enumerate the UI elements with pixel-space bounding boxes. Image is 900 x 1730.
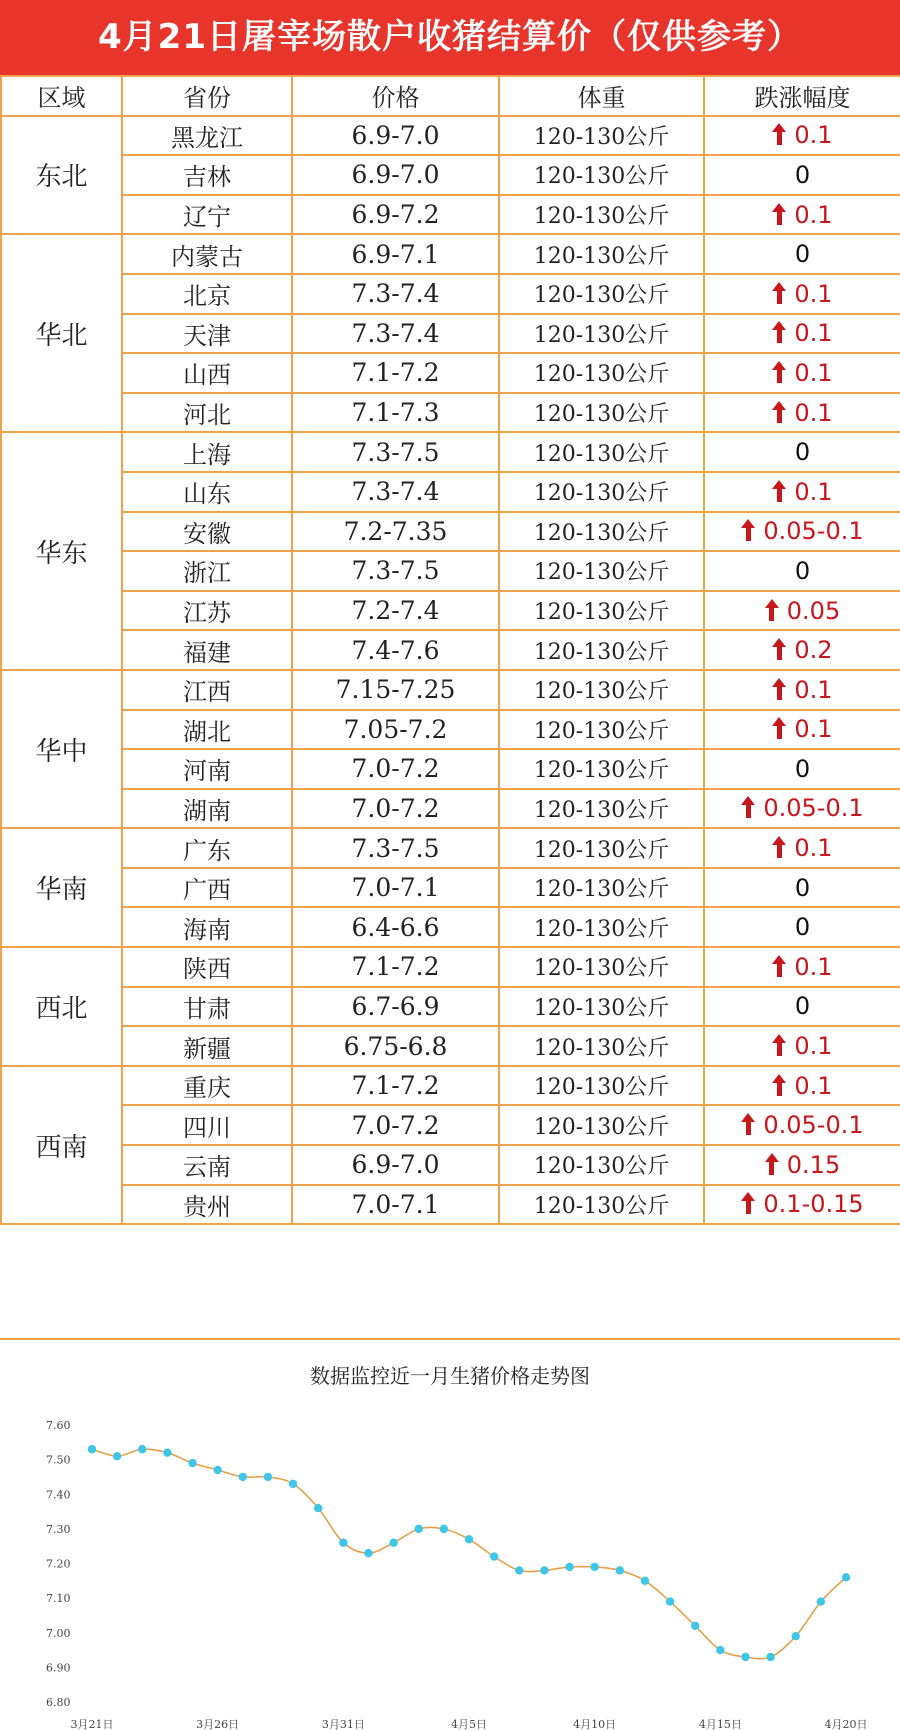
table-row <box>1 1066 900 1106</box>
province-cell: 贵州 <box>122 1185 292 1225</box>
change-value: 0 <box>794 992 811 1021</box>
table-row <box>1 234 900 274</box>
y-tick-label: 6.80 <box>46 1696 71 1709</box>
x-tick-label: 4月5日 <box>451 1718 487 1730</box>
table-row <box>1 432 900 472</box>
price-cell: 7.15-7.25 <box>292 670 499 710</box>
price-cell: 7.2-7.4 <box>292 591 499 631</box>
table-row <box>1 274 900 314</box>
change-cell <box>704 1105 900 1145</box>
price-cell: 6.4-6.6 <box>292 907 499 947</box>
data-point <box>515 1566 523 1574</box>
region-cell: 西北 <box>1 947 122 1066</box>
x-tick-label: 4月15日 <box>698 1718 742 1730</box>
province-cell: 河北 <box>122 393 292 433</box>
table-row <box>1 1145 900 1185</box>
data-point <box>540 1566 548 1574</box>
up-arrow-icon <box>772 1074 786 1096</box>
change-cell <box>704 274 900 314</box>
weight-cell: 120-130公斤 <box>499 828 704 868</box>
weight-cell: 120-130公斤 <box>499 710 704 750</box>
change-cell <box>704 1185 900 1225</box>
up-arrow-icon <box>741 1192 755 1214</box>
weight-cell: 120-130公斤 <box>499 393 704 433</box>
table-row <box>1 195 900 235</box>
region-cell: 华中 <box>1 670 122 828</box>
price-cell: 6.9-7.1 <box>292 234 499 274</box>
change-value: 0.1 <box>794 834 833 863</box>
data-point <box>138 1445 146 1453</box>
data-point <box>842 1573 850 1581</box>
table-row <box>1 947 900 987</box>
price-table <box>0 75 900 1225</box>
weight-cell: 120-130公斤 <box>499 551 704 591</box>
y-tick-label: 7.20 <box>46 1557 71 1571</box>
y-tick-label: 7.30 <box>46 1522 71 1536</box>
change-value: 0.1 <box>794 477 833 506</box>
up-arrow-icon <box>772 401 786 423</box>
province-cell: 江西 <box>122 670 292 710</box>
change-cell <box>704 551 900 591</box>
change-cell <box>704 116 900 156</box>
up-arrow-icon <box>772 480 786 502</box>
change-cell <box>704 432 900 472</box>
chart-title: 数据监控近一月生猪价格走势图 <box>310 1364 590 1388</box>
header-region: 区域 <box>1 76 122 116</box>
data-point <box>314 1504 322 1512</box>
weight-cell: 120-130公斤 <box>499 868 704 908</box>
price-cell: 7.3-7.4 <box>292 472 499 512</box>
table-row <box>1 314 900 354</box>
change-cell <box>704 234 900 274</box>
chart-panel <box>0 1338 900 1728</box>
province-cell: 北京 <box>122 274 292 314</box>
price-cell: 6.75-6.8 <box>292 1026 499 1066</box>
weight-cell: 120-130公斤 <box>499 1185 704 1225</box>
price-cell: 7.3-7.4 <box>292 314 499 354</box>
change-cell <box>704 670 900 710</box>
province-cell: 山西 <box>122 353 292 393</box>
data-point <box>817 1597 825 1605</box>
data-point <box>565 1563 573 1571</box>
header-weight: 体重 <box>499 76 704 116</box>
change-value: 0.05 <box>786 596 841 625</box>
data-point <box>590 1563 598 1571</box>
province-cell: 内蒙古 <box>122 234 292 274</box>
x-tick-label: 4月20日 <box>824 1718 868 1730</box>
data-point <box>289 1480 297 1488</box>
price-cell: 7.3-7.5 <box>292 551 499 591</box>
table-row <box>1 907 900 947</box>
weight-cell: 120-130公斤 <box>499 432 704 472</box>
price-cell: 7.1-7.3 <box>292 393 499 433</box>
up-arrow-icon <box>772 282 786 304</box>
price-cell: 6.9-7.0 <box>292 116 499 156</box>
weight-cell: 120-130公斤 <box>499 1105 704 1145</box>
data-point <box>163 1449 171 1457</box>
province-cell: 辽宁 <box>122 195 292 235</box>
change-value: 0 <box>794 873 811 902</box>
change-cell <box>704 789 900 829</box>
up-arrow-icon <box>741 519 755 541</box>
change-value: 0.1 <box>794 358 833 387</box>
data-point <box>213 1466 221 1474</box>
change-cell <box>704 155 900 195</box>
change-cell <box>704 1145 900 1185</box>
province-cell: 陕西 <box>122 947 292 987</box>
data-point <box>691 1622 699 1630</box>
region-cell: 华北 <box>1 234 122 432</box>
weight-cell: 120-130公斤 <box>499 630 704 670</box>
weight-cell: 120-130公斤 <box>499 907 704 947</box>
change-cell <box>704 749 900 789</box>
price-cell: 7.3-7.5 <box>292 828 499 868</box>
change-value: 0.1 <box>794 279 833 308</box>
data-point <box>641 1577 649 1585</box>
weight-cell: 120-130公斤 <box>499 274 704 314</box>
price-cell: 6.9-7.0 <box>292 155 499 195</box>
province-cell: 天津 <box>122 314 292 354</box>
price-cell: 6.9-7.0 <box>292 1145 499 1185</box>
price-cell: 6.9-7.2 <box>292 195 499 235</box>
table-row <box>1 591 900 631</box>
price-cell: 7.1-7.2 <box>292 947 499 987</box>
province-cell: 湖北 <box>122 710 292 750</box>
data-point <box>616 1566 624 1574</box>
up-arrow-icon <box>772 203 786 225</box>
up-arrow-icon <box>772 955 786 977</box>
weight-cell: 120-130公斤 <box>499 512 704 552</box>
province-cell: 四川 <box>122 1105 292 1145</box>
province-cell: 广东 <box>122 828 292 868</box>
change-cell <box>704 947 900 987</box>
change-cell <box>704 907 900 947</box>
change-cell <box>704 314 900 354</box>
province-cell: 河南 <box>122 749 292 789</box>
price-cell: 7.1-7.2 <box>292 1066 499 1106</box>
province-cell: 海南 <box>122 907 292 947</box>
change-cell <box>704 710 900 750</box>
table-row <box>1 789 900 829</box>
weight-cell: 120-130公斤 <box>499 987 704 1027</box>
change-value: 0.1 <box>794 121 833 150</box>
province-cell: 湖南 <box>122 789 292 829</box>
data-point <box>415 1525 423 1533</box>
region-cell: 华南 <box>1 828 122 947</box>
province-cell: 云南 <box>122 1145 292 1185</box>
data-point <box>188 1459 196 1467</box>
weight-cell: 120-130公斤 <box>499 155 704 195</box>
change-cell <box>704 1066 900 1106</box>
data-point <box>264 1473 272 1481</box>
change-cell <box>704 393 900 433</box>
data-point <box>766 1653 774 1661</box>
up-arrow-icon <box>772 1034 786 1056</box>
change-cell <box>704 591 900 631</box>
x-tick-label: 3月21日 <box>70 1718 114 1730</box>
table-row <box>1 630 900 670</box>
x-tick-label: 3月31日 <box>321 1718 365 1730</box>
province-cell: 重庆 <box>122 1066 292 1106</box>
change-value: 0 <box>794 160 811 189</box>
weight-cell: 120-130公斤 <box>499 591 704 631</box>
change-value: 0.1 <box>794 675 833 704</box>
province-cell: 新疆 <box>122 1026 292 1066</box>
up-arrow-icon <box>772 361 786 383</box>
region-cell: 西南 <box>1 1066 122 1224</box>
y-tick-label: 7.40 <box>46 1488 71 1502</box>
change-value: 0 <box>794 240 811 269</box>
province-cell: 福建 <box>122 630 292 670</box>
province-cell: 黑龙江 <box>122 116 292 156</box>
data-point <box>364 1549 372 1557</box>
table-row <box>1 987 900 1027</box>
change-value: 0.15 <box>786 1150 841 1179</box>
change-cell <box>704 828 900 868</box>
province-cell: 安徽 <box>122 512 292 552</box>
data-point <box>389 1539 397 1547</box>
change-value: 0.1 <box>794 952 833 981</box>
header-change: 跌涨幅度 <box>704 76 900 116</box>
province-cell: 浙江 <box>122 551 292 591</box>
up-arrow-icon <box>772 321 786 343</box>
data-point <box>440 1525 448 1533</box>
data-point <box>792 1632 800 1640</box>
x-tick-label: 3月26日 <box>196 1718 240 1730</box>
weight-cell: 120-130公斤 <box>499 947 704 987</box>
change-value: 0.05-0.1 <box>763 517 864 546</box>
change-value: 0.1 <box>794 1032 833 1061</box>
change-value: 0 <box>794 556 811 585</box>
price-cell: 7.2-7.35 <box>292 512 499 552</box>
weight-cell: 120-130公斤 <box>499 789 704 829</box>
table-row <box>1 116 900 156</box>
table-row <box>1 670 900 710</box>
change-cell <box>704 1026 900 1066</box>
y-tick-label: 7.10 <box>46 1592 71 1606</box>
change-value: 0.1 <box>794 1071 833 1100</box>
x-tick-label: 4月10日 <box>573 1718 617 1730</box>
price-cell: 7.4-7.6 <box>292 630 499 670</box>
change-value: 0.05-0.1 <box>763 794 864 823</box>
region-cell: 东北 <box>1 116 122 235</box>
province-cell: 甘肃 <box>122 987 292 1027</box>
up-arrow-icon <box>741 796 755 818</box>
up-arrow-icon <box>741 1113 755 1135</box>
up-arrow-icon <box>772 123 786 145</box>
change-value: 0 <box>794 438 811 467</box>
table-row <box>1 155 900 195</box>
price-cell: 6.7-6.9 <box>292 987 499 1027</box>
table-row <box>1 512 900 552</box>
region-cell: 华东 <box>1 432 122 670</box>
price-cell: 7.1-7.2 <box>292 353 499 393</box>
y-tick-label: 6.90 <box>46 1661 71 1675</box>
change-value: 0.1 <box>794 200 833 229</box>
data-point <box>716 1646 724 1654</box>
change-value: 0.1 <box>794 319 833 348</box>
price-cell: 7.0-7.1 <box>292 868 499 908</box>
province-cell: 吉林 <box>122 155 292 195</box>
change-value: 0 <box>794 913 811 942</box>
change-cell <box>704 512 900 552</box>
up-arrow-icon <box>772 678 786 700</box>
table-row <box>1 1026 900 1066</box>
change-value: 0.1-0.15 <box>763 1190 864 1219</box>
table-row <box>1 710 900 750</box>
price-cell: 7.0-7.2 <box>292 789 499 829</box>
table-row <box>1 393 900 433</box>
change-cell <box>704 472 900 512</box>
up-arrow-icon <box>765 599 779 621</box>
up-arrow-icon <box>772 836 786 858</box>
table-row <box>1 828 900 868</box>
province-cell: 广西 <box>122 868 292 908</box>
weight-cell: 120-130公斤 <box>499 1026 704 1066</box>
price-cell: 7.05-7.2 <box>292 710 499 750</box>
page-title: 4月21日屠宰场散户收猪结算价（仅供参考） <box>98 17 802 57</box>
header-price: 价格 <box>292 76 499 116</box>
y-tick-label: 7.00 <box>46 1626 71 1640</box>
table-row <box>1 749 900 789</box>
weight-cell: 120-130公斤 <box>499 1145 704 1185</box>
table-row <box>1 868 900 908</box>
change-value: 0.05-0.1 <box>763 1111 864 1140</box>
price-cell: 7.0-7.2 <box>292 1105 499 1145</box>
data-point <box>113 1452 121 1460</box>
weight-cell: 120-130公斤 <box>499 314 704 354</box>
change-cell <box>704 195 900 235</box>
change-cell <box>704 630 900 670</box>
weight-cell: 120-130公斤 <box>499 749 704 789</box>
change-value: 0.1 <box>794 715 833 744</box>
change-cell <box>704 987 900 1027</box>
province-cell: 上海 <box>122 432 292 472</box>
data-point <box>88 1445 96 1453</box>
weight-cell: 120-130公斤 <box>499 195 704 235</box>
header-province: 省份 <box>122 76 292 116</box>
change-cell <box>704 868 900 908</box>
table-row <box>1 1185 900 1225</box>
weight-cell: 120-130公斤 <box>499 472 704 512</box>
data-point <box>465 1535 473 1543</box>
data-point <box>239 1473 247 1481</box>
price-trend-chart <box>0 1340 900 1730</box>
table-header-row <box>1 76 900 116</box>
y-tick-label: 7.60 <box>46 1419 71 1432</box>
price-cell: 7.0-7.1 <box>292 1185 499 1225</box>
change-value: 0.1 <box>794 398 833 427</box>
weight-cell: 120-130公斤 <box>499 1066 704 1106</box>
weight-cell: 120-130公斤 <box>499 353 704 393</box>
change-cell <box>704 353 900 393</box>
y-tick-label: 7.50 <box>46 1453 71 1467</box>
data-point <box>741 1653 749 1661</box>
data-point <box>339 1539 347 1547</box>
price-cell: 7.3-7.4 <box>292 274 499 314</box>
table-row <box>1 472 900 512</box>
change-value: 0 <box>794 754 811 783</box>
up-arrow-icon <box>765 1153 779 1175</box>
table-row <box>1 551 900 591</box>
weight-cell: 120-130公斤 <box>499 234 704 274</box>
data-point <box>666 1597 674 1605</box>
up-arrow-icon <box>772 638 786 660</box>
change-value: 0.2 <box>794 636 833 665</box>
weight-cell: 120-130公斤 <box>499 116 704 156</box>
price-cell: 7.0-7.2 <box>292 749 499 789</box>
price-cell: 7.3-7.5 <box>292 432 499 472</box>
series-line <box>92 1449 846 1659</box>
weight-cell: 120-130公斤 <box>499 670 704 710</box>
table-row <box>1 1105 900 1145</box>
province-cell: 江苏 <box>122 591 292 631</box>
table-row <box>1 353 900 393</box>
province-cell: 山东 <box>122 472 292 512</box>
data-point <box>490 1552 498 1560</box>
up-arrow-icon <box>772 717 786 739</box>
